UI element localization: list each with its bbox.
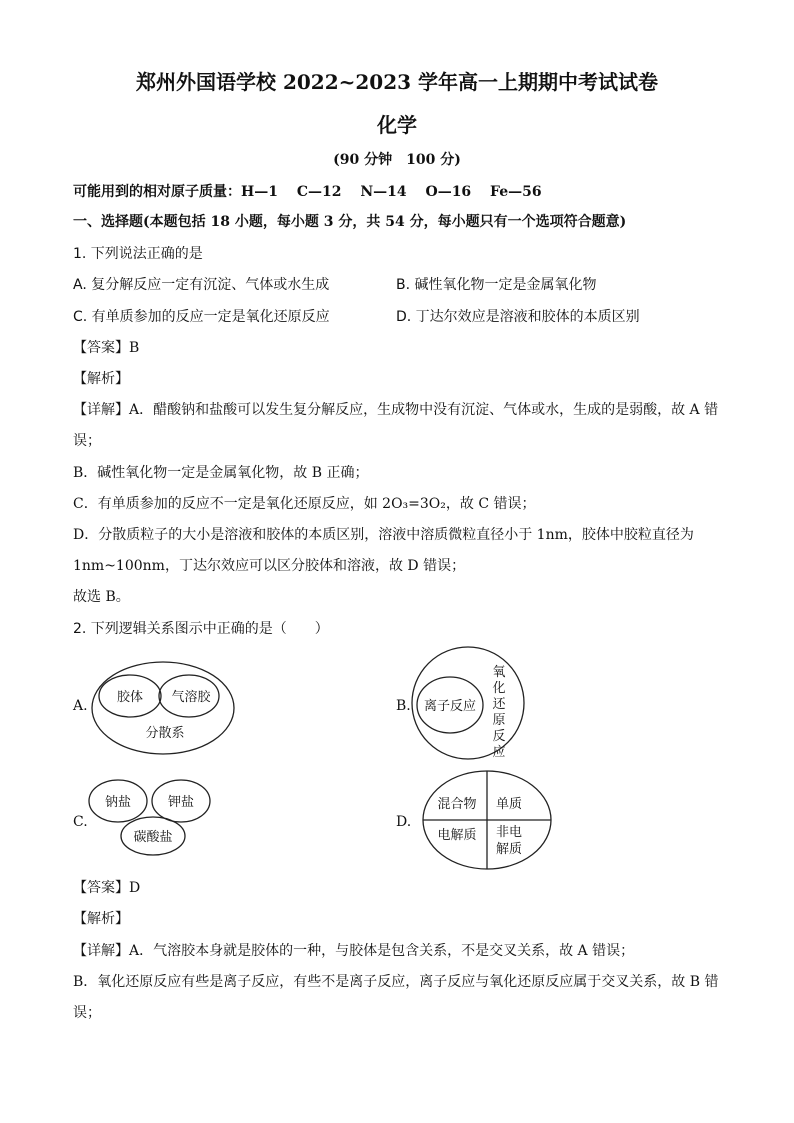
q2-option-b-label: B.: [396, 698, 411, 714]
carbonate-label: 碳酸盐: [133, 830, 173, 845]
section-heading: 一、选择题(本题包括 18 小题，每小题 3 分，共 54 分，每小题只有一个选项符合题意): [73, 214, 627, 230]
diagram-b: [410, 645, 528, 763]
q2-detail-line: 【详解】A．气溶胶本身就是胶体的一种，与胶体是包含关系，不是交叉关系，故 A 错误；: [73, 943, 635, 959]
mixture-label: 混合物: [437, 797, 477, 812]
redox-label-char: 应: [492, 745, 506, 760]
exam-title: 郑州外国语学校 2022~2023 学年高一上期期中考试试卷: [135, 70, 658, 94]
q1-option-d: D. 丁达尔效应是溶液和胶体的本质区别: [396, 309, 640, 325]
q2-analysis-label: 【解析】: [73, 911, 129, 927]
q1-detail-line: D．分散质粒子的大小是溶液和胶体的本质区别，溶液中溶质微粒直径小于 1nm，胶体中胶粒直径为: [73, 527, 694, 543]
q1-detail-line: 【详解】A．醋酸钠和盐酸可以发生复分解反应，生成物中没有沉淀、气体或水，生成的是弱酸，故 A 错: [73, 402, 719, 418]
q1-detail-line: C．有单质参加的反应不一定是氧化还原反应，如 2O₃=3O₂，故 C 错误；: [73, 496, 536, 512]
diagram-a: [85, 660, 245, 760]
sodium-salt-label: 钠盐: [104, 795, 132, 810]
diagram-d: [420, 768, 554, 872]
electrolyte-label: 电解质: [437, 828, 477, 843]
q1-conclusion: 故选 B。: [73, 589, 130, 605]
q2-option-a-label: A.: [73, 698, 88, 714]
colloid-label: 胶体: [116, 690, 144, 705]
aerosol-label: 气溶胶: [171, 690, 211, 705]
time-score: (90 分钟 100 分): [333, 152, 461, 168]
potassium-salt-label: 钾盐: [167, 795, 195, 810]
redox-label-char: 氧: [492, 665, 506, 680]
q2-option-c-label: C.: [73, 814, 88, 830]
subject-title: 化学: [377, 113, 417, 137]
dispersion-system-label: 分散系: [145, 726, 185, 741]
redox-label-char: 原: [492, 713, 506, 728]
q2-detail-line: 误；: [73, 1005, 101, 1021]
q1-detail-line: 误；: [73, 433, 101, 449]
q1-answer: 【答案】B: [73, 340, 140, 356]
q1-option-a: A. 复分解反应一定有沉淀、气体或水生成: [73, 277, 330, 293]
q2-stem: 2. 下列逻辑关系图示中正确的是（ ）: [73, 621, 329, 637]
q1-stem: 1. 下列说法正确的是: [73, 246, 203, 262]
q2-option-d-label: D.: [396, 814, 412, 830]
redox-label-char: 还: [492, 697, 506, 712]
atomic-mass-line: 可能用到的相对原子质量：H—1 C—12 N—14 O—16 Fe—56: [73, 184, 542, 200]
q1-analysis-label: 【解析】: [73, 371, 129, 387]
q2-detail-line: B．氧化还原反应有些是离子反应，有些不是离子反应，离子反应与氧化还原反应属于交叉关系，故 B 错: [73, 974, 719, 990]
redox-label-char: 化: [492, 681, 506, 696]
q1-option-b: B. 碱性氧化物一定是金属氧化物: [396, 277, 597, 293]
ionic-reaction-label: 离子反应: [423, 699, 477, 714]
q1-detail-line: 1nm~100nm，丁达尔效应可以区分胶体和溶液，故 D 错误；: [73, 558, 466, 574]
q1-detail-line: B．碱性氧化物一定是金属氧化物，故 B 正确；: [73, 465, 369, 481]
redox-label-char: 反: [492, 729, 506, 744]
non-electrolyte-label: 解质: [495, 842, 523, 857]
q2-answer: 【答案】D: [73, 880, 141, 896]
q1-option-c: C. 有单质参加的反应一定是氧化还原反应: [73, 309, 330, 325]
element-label: 单质: [495, 797, 523, 812]
diagram-c: [88, 778, 218, 858]
non-electrolyte-label: 非电: [495, 825, 523, 840]
